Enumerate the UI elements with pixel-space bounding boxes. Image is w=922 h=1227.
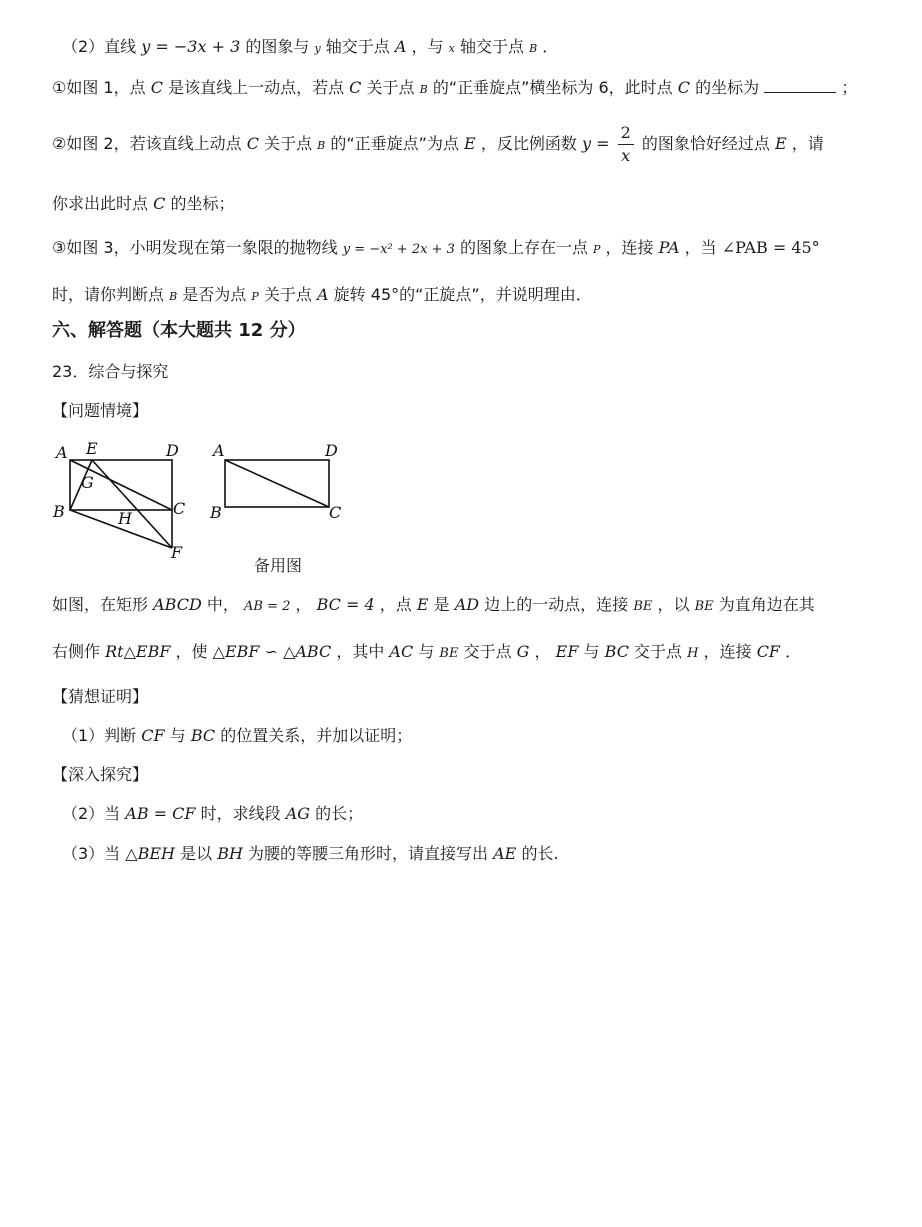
label-a: A [213,441,225,460]
subquestion-2-cont: 你求出此时点 C 的坐标； [52,194,235,213]
figure-caption: 备用图 [254,556,303,575]
question-23-3: （3）当 △BEH 是以 BH 为腰的等腰三角形时，请直接写出 AE 的长. [62,844,559,863]
label-c: C [173,499,186,518]
subquestion-2: ②如图 2，若该直线上动点 C 关于点 B 的“正垂旋点”为点 E ，反比例函数 y = $\frac{2}{x}$ 的图象恰好经过点 E ，请 [52,123,824,165]
label-d: D [166,441,179,460]
label-b: B [210,503,222,522]
problem-body-line2: 右侧作 Rt△EBF ，使 △EBF ∽ △ABC ，其中 AC 与 BE 交于点 G ， EF 与 BC 交于点 H ，连接 CF ． [52,642,802,661]
label-c: C [329,503,342,522]
guess-label: 【猜想证明】 [52,687,149,706]
label-d: D [325,441,338,460]
explore-label: 【深入探究】 [52,765,149,784]
parabola-equation: y = −x² + 2x + 3 [342,242,455,257]
subquestion-1: ①如图 1，点 C 是该直线上一动点，若点 C 关于点 B 的“正垂旋点”横坐标为 6，此时点 C 的坐标为 ； [52,78,858,97]
subquestion-3: ③如图 3，小明发现在第一象限的抛物线 y = −x² + 2x + 3 的图象上存在一点 P ，连接 PA ，当 ∠PAB = 45° [52,238,820,257]
question-23-title: 23．综合与探究 [52,362,169,381]
diagonal-ac-spare [225,460,329,507]
q22-part2-intro: （2）直线 y = −3x + 3 的图象与 y 轴交于点 A ，与 x 轴交于点 B ． [62,37,559,56]
fraction-2-over-x: $\frac{2}{x}$ [618,122,634,167]
line-equation: y = −3x + 3 [141,37,241,56]
label-f: F [171,543,183,562]
label-g: G [81,473,94,492]
problem-body-line1: 如图，在矩形 ABCD 中， AB = 2 ， BC = 4 ，点 E 是 AD 边上的一动点，连接 BE ，以 BE 为直角边在其 [52,595,815,614]
figure-spare [205,436,355,526]
label-a: A [56,443,68,462]
question-23-1: （1）判断 CF 与 BC 的位置关系，并加以证明； [62,726,413,745]
angle-condition: ∠PAB = 45° [721,238,820,257]
question-23-2: （2）当 AB = CF 时，求线段 AG 的长； [62,804,364,823]
context-label: 【问题情境】 [52,401,149,420]
label-e: E [86,439,98,458]
subquestion-3-cont: 时，请你判断点 B 是否为点 P 关于点 A 旋转 45°的“正旋点”，并说明理由． [52,285,592,304]
section-heading: 六、解答题（本大题共 12 分） [52,320,306,341]
answer-blank[interactable] [764,76,836,93]
label-h: H [118,509,132,528]
figure-main [50,436,200,566]
label-b: B [53,502,65,521]
